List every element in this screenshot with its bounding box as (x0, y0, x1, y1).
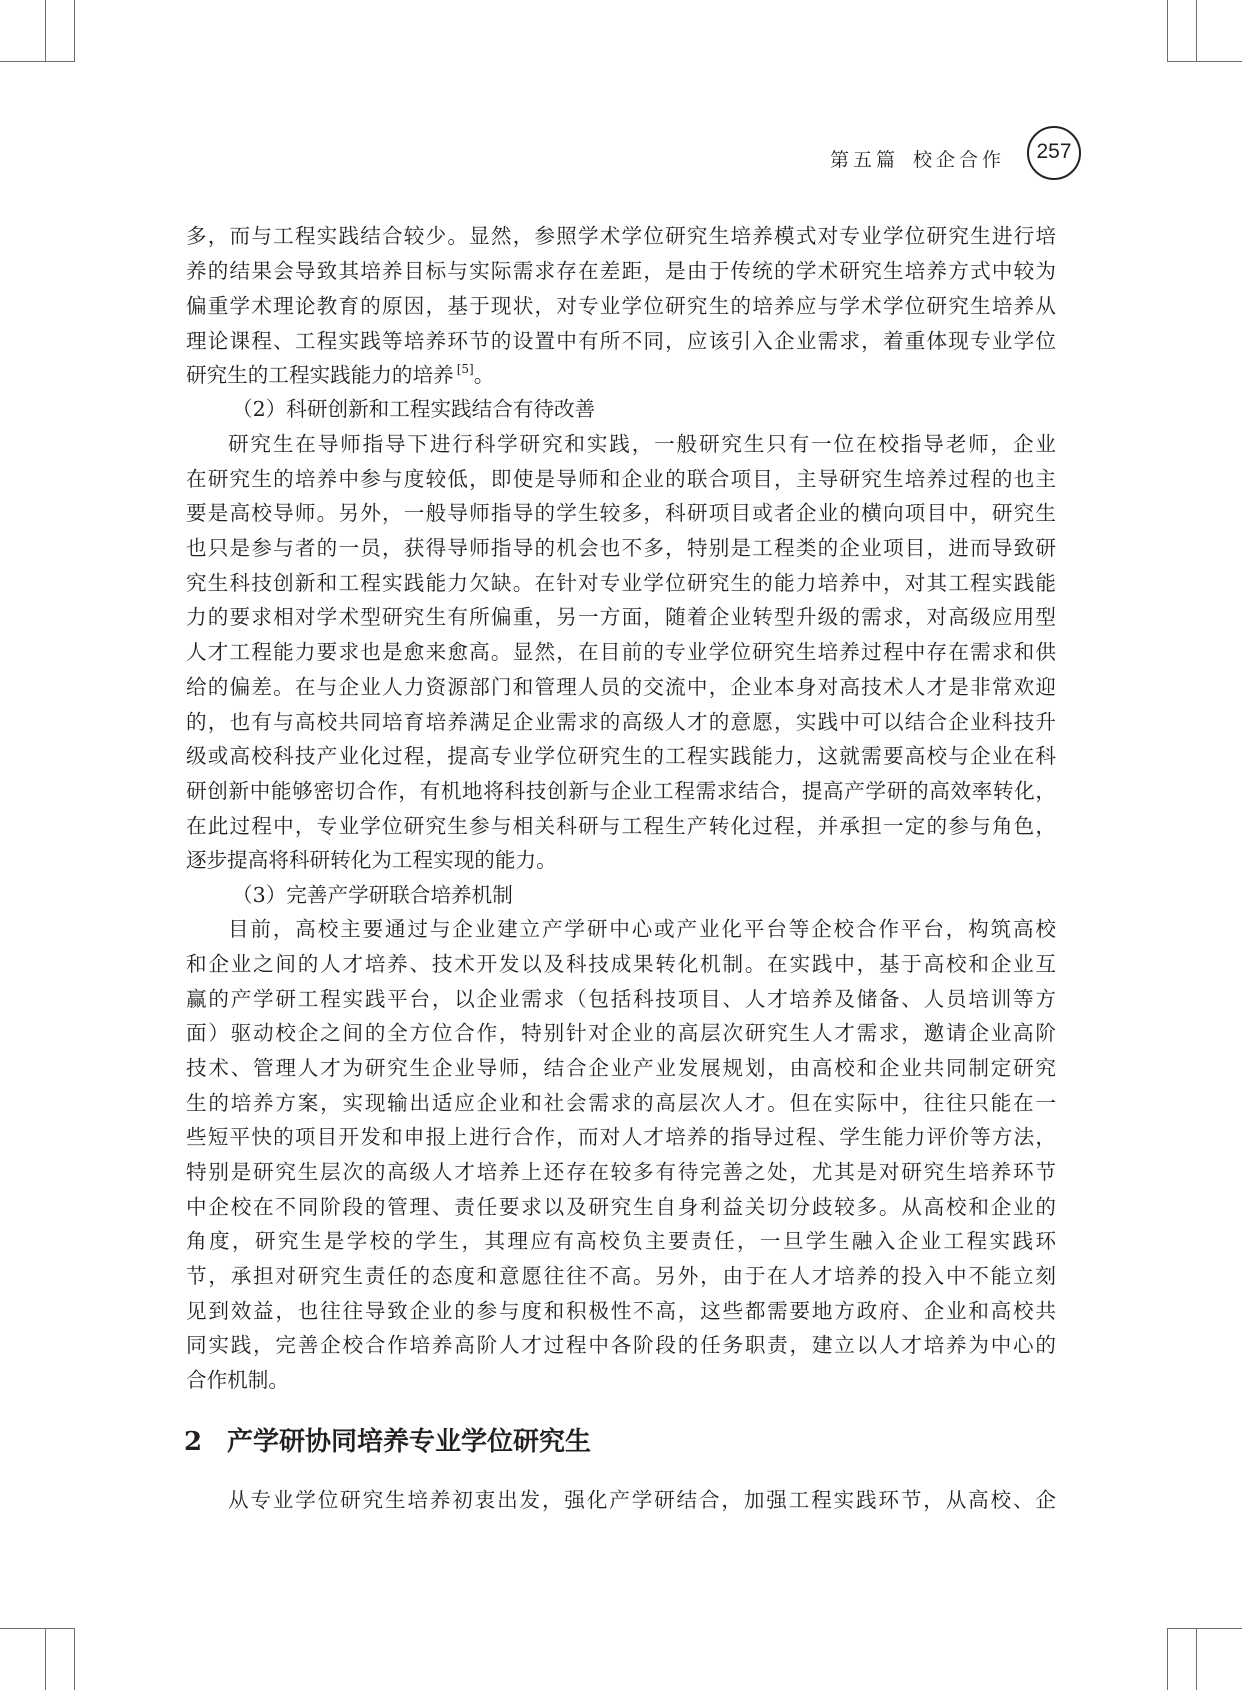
body-line: 节，承担对研究生责任的态度和意愿往往不高。另外，由于在人才培养的投入中不能立刻 (186, 1264, 1056, 1288)
body-line: 力的要求相对学术型研究生有所偏重，另一方面，随着企业转型升级的需求，对高级应用型 (186, 605, 1056, 629)
crop-mark (1167, 1628, 1168, 1690)
body-line: 特别是研究生层次的高级人才培养上还存在较多有待完善之处，尤其是对研究生培养环节 (186, 1160, 1056, 1184)
crop-mark (1167, 61, 1242, 62)
section-number: 2 (184, 1427, 203, 1457)
crop-mark (1167, 0, 1168, 62)
body-line: 在研究生的培养中参与度较低，即使是导师和企业的联合项目，主导研究生培养过程的也主 (186, 467, 1056, 491)
section-title: 产学研协同培养专业学位研究生 (227, 1427, 592, 1457)
crop-mark (0, 1628, 75, 1629)
citation-ref: [5] (456, 362, 474, 376)
body-line: 养的结果会导致其培养目标与实际需求存在差距，是由于传统的学术研究生培养方式中较为 (186, 259, 1056, 283)
crop-mark (45, 1628, 46, 1690)
body-line: 角度，研究生是学校的学生，其理应有高校负主要责任，一旦学生融入企业工程实践环 (186, 1229, 1056, 1253)
subheading: （3）完善产学研联合培养机制 (232, 883, 513, 907)
body-line: 偏重学术理论教育的原因，基于现状，对专业学位研究生的培养应与学术学位研究生培养从 (186, 294, 1056, 318)
section-heading (184, 1427, 591, 1457)
body-line: 研究生在导师指导下进行科学研究和实践，一般研究生只有一位在校指导老师，企业 (228, 432, 1056, 456)
crop-mark (74, 1628, 75, 1690)
body-text: 研究生的工程实践能力的培养 (186, 363, 454, 387)
body-line: 和企业之间的人才培养、技术开发以及科技成果转化机制。在实践中，基于高校和企业互 (186, 952, 1056, 976)
body-line (186, 363, 1056, 387)
body-line: 见到效益，也往往导致企业的参与度和积极性不高，这些都需要地方政府、企业和高校共 (186, 1299, 1056, 1323)
body-line: 赢的产学研工程实践平台，以企业需求（包括科技项目、人才培养及储备、人员培训等方 (186, 987, 1056, 1011)
subheading: （2）科研创新和工程实践结合有待改善 (232, 397, 596, 421)
body-line: 中企校在不同阶段的管理、责任要求以及研究生自身利益关切分歧较多。从高校和企业的 (186, 1195, 1056, 1219)
body-line: 面）驱动校企之间的全方位合作，特别针对企业的高层次研究生人才需求，邀请企业高阶 (186, 1021, 1056, 1045)
header-part: 第五篇 (830, 149, 900, 171)
crop-mark (1196, 1628, 1197, 1690)
body-line: 目前，高校主要通过与企业建立产学研中心或产业化平台等企校合作平台，构筑高校 (228, 917, 1056, 941)
crop-mark (0, 61, 75, 62)
body-line: 多，而与工程实践结合较少。显然，参照学术学位研究生培养模式对专业学位研究生进行培 (186, 224, 1056, 248)
body-line: 给的偏差。在与企业人力资源部门和管理人员的交流中，企业本身对高技术人才是非常欢迎 (186, 675, 1056, 699)
body-line: 也只是参与者的一员，获得导师指导的机会也不多，特别是工程类的企业项目，进而导致研 (186, 536, 1056, 560)
header-chapter: 校企合作 (913, 149, 1006, 171)
body-line: 人才工程能力要求也是愈来愈高。显然，在目前的专业学位研究生培养过程中存在需求和供 (186, 640, 1056, 664)
crop-mark (45, 0, 46, 62)
body-text: 。 (473, 363, 495, 387)
body-line: 的，也有与高校共同培育培养满足企业需求的高级人才的意愿，实践中可以结合企业科技升 (186, 710, 1056, 734)
running-header (830, 145, 1005, 172)
body-line: 要是高校导师。另外，一般导师指导的学生较多，科研项目或者企业的横向项目中，研究生 (186, 501, 1056, 525)
body-line: 在此过程中，专业学位研究生参与相关科研与工程生产转化过程，并承担一定的参与角色， (186, 814, 1056, 838)
page-number: 257 (1036, 140, 1072, 163)
body-line: 理论课程、工程实践等培养环节的设置中有所不同，应该引入企业需求，着重体现专业学位 (186, 329, 1056, 353)
body-line: 生的培养方案，实现输出适应企业和社会需求的高层次人才。但在实际中，往往只能在一 (186, 1091, 1056, 1115)
body-line: 逐步提高将科研转化为工程实现的能力。 (186, 848, 557, 872)
crop-mark (1196, 0, 1197, 62)
crop-mark (1167, 1628, 1242, 1629)
crop-mark (74, 0, 75, 62)
body-line: 合作机制。 (186, 1368, 289, 1392)
body-line: 同实践，完善企校合作培养高阶人才过程中各阶段的任务职责，建立以人才培养为中心的 (186, 1333, 1056, 1357)
body-line: 从专业学位研究生培养初衷出发，强化产学研结合，加强工程实践环节，从高校、企 (228, 1488, 1056, 1512)
body-line: 研创新中能够密切合作，有机地将科技创新与企业工程需求结合，提高产学研的高效率转化， (186, 779, 1056, 803)
body-line: 级或高校科技产业化过程，提高专业学位研究生的工程实践能力，这就需要高校与企业在科 (186, 744, 1056, 768)
body-line: 些短平快的项目开发和申报上进行合作，而对人才培养的指导过程、学生能力评价等方法， (186, 1125, 1056, 1149)
body-line: 技术、管理人才为研究生企业导师，结合企业产业发展规划，由高校和企业共同制定研究 (186, 1056, 1056, 1080)
body-line: 究生科技创新和工程实践能力欠缺。在针对专业学位研究生的能力培养中，对其工程实践能 (186, 571, 1056, 595)
